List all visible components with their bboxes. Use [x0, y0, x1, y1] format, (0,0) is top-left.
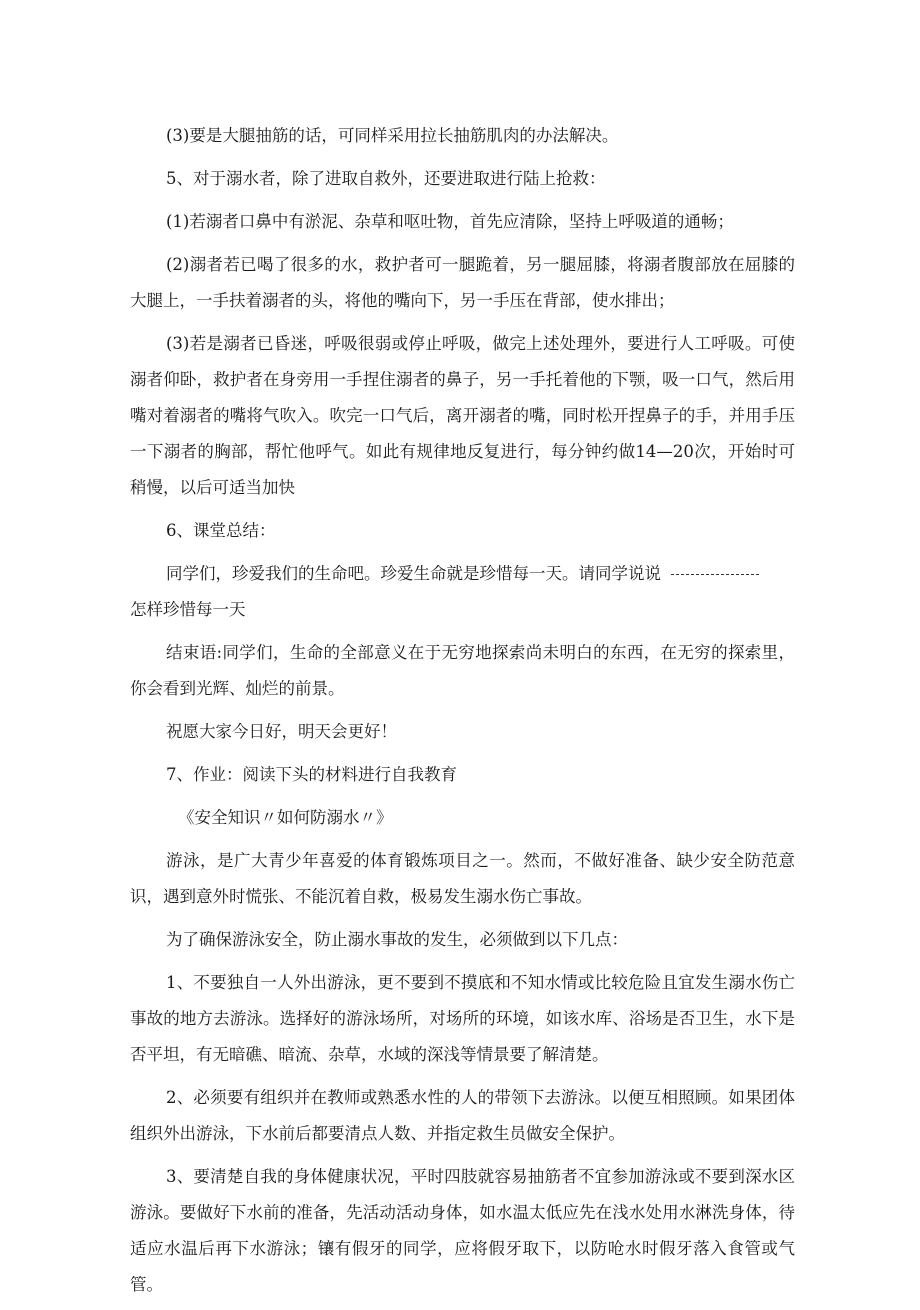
paragraph-class-summary-heading: 6、课堂总结：: [166, 521, 276, 540]
paragraph-point-1: 1、不要独自一人外出游泳，更不要到不摸底和不知水情或比较危险且宜发生溺水伤亡事故的地方去游泳。选择好的游泳场所，对场所的环境，如该水库、浴场是否卫生，水下是否平坦，有无暗礁、暗流、杂草，水域的深浅等情景要了解清楚。: [130, 973, 795, 1064]
paragraph-swimming-intro: 游泳，是广大青少年喜爱的体育锻炼项目之一。然而，不做好准备、缺少安全防范意识，遇到意外时慌张、不能沉着自救，极易发生溺水伤亡事故。: [130, 851, 795, 906]
paragraph-point-2: 2、必须要有组织并在教师或熟悉水性的人的带领下去游泳。以便互相照顾。如果团体组织外出游泳，下水前后都要清点人数、并指定救生员做安全保护。: [130, 1088, 795, 1143]
paragraph-cherish-every-day: 怎样珍惜每一天: [130, 600, 246, 619]
cherish-life-text: 同学们，珍爱我们的生命吧。珍爱生命就是珍惜每一天。请同学说说: [166, 564, 661, 583]
document-page: [130, 118, 795, 1310]
paragraph-closing-remarks: 结束语:同学们，生命的全部意义在于无穷地探索尚未明白的东西，在无穷的探索里，你会看到光辉、灿烂的前景。: [130, 643, 795, 698]
paragraph-safety-points-intro: 为了确保游泳安全，防止溺水事故的发生，必须做到以下几点：: [166, 930, 628, 949]
paragraph-artificial-respiration: (3)若是溺者已昏迷，呼吸很弱或停止呼吸，做完上述处理外，要进行人工呼吸。可使溺者仰卧，救护者在身旁用一手捏住溺者的鼻子，另一手托着他的下颚，吸一口气，然后用嘴对着溺者的嘴将气吹入。吹完一口气后，离开溺者的嘴，同时松开捏鼻子的手，并用手压一下溺者的胸部，帮忙他呼气。如此有规律地反复进行，每分钟约做14—20次，开始时可稍慢，以后可适当加快: [130, 334, 795, 497]
paragraph-drain-water: (2)溺者若已喝了很多的水，救护者可一腿跪着，另一腿屈膝，将溺者腹部放在屈膝的大腿上，一手扶着溺者的头，将他的嘴向下，另一手压在背部，使水排出；: [130, 255, 795, 310]
paragraph-homework-heading: 7、作业：阅读下头的材料进行自我教育: [166, 765, 457, 784]
paragraph-wishes: 祝愿大家今日好，明天会更好！: [166, 722, 397, 741]
reading-material-title: 《安全知识〃如何防溺水〃》: [178, 808, 393, 827]
paragraph-clear-airway: (1)若溺者口鼻中有淤泥、杂草和呕吐物，首先应清除，坚持上呼吸道的通畅；: [166, 212, 734, 231]
fill-in-blank: [671, 574, 759, 575]
paragraph-point-3: 3、要清楚自我的身体健康状况，平时四肢就容易抽筋者不宜参加游泳或不要到深水区游泳。要做好下水前的准备，先活动活动身体，如水温太低应先在浅水处用水淋洗身体，待适应水温后再下水游泳；镶有假牙的同学，应将假牙取下，以防呛水时假牙落入食管或气管。: [130, 1167, 795, 1294]
paragraph-thigh-cramp: (3)要是大腿抽筋的话，可同样采用拉长抽筋肌肉的办法解决。: [166, 126, 619, 145]
paragraph-rescue-heading: 5、对于溺水者，除了进取自救外，还要进取进行陆上抢救：: [166, 169, 606, 188]
paragraph-cherish-life: [130, 556, 795, 592]
